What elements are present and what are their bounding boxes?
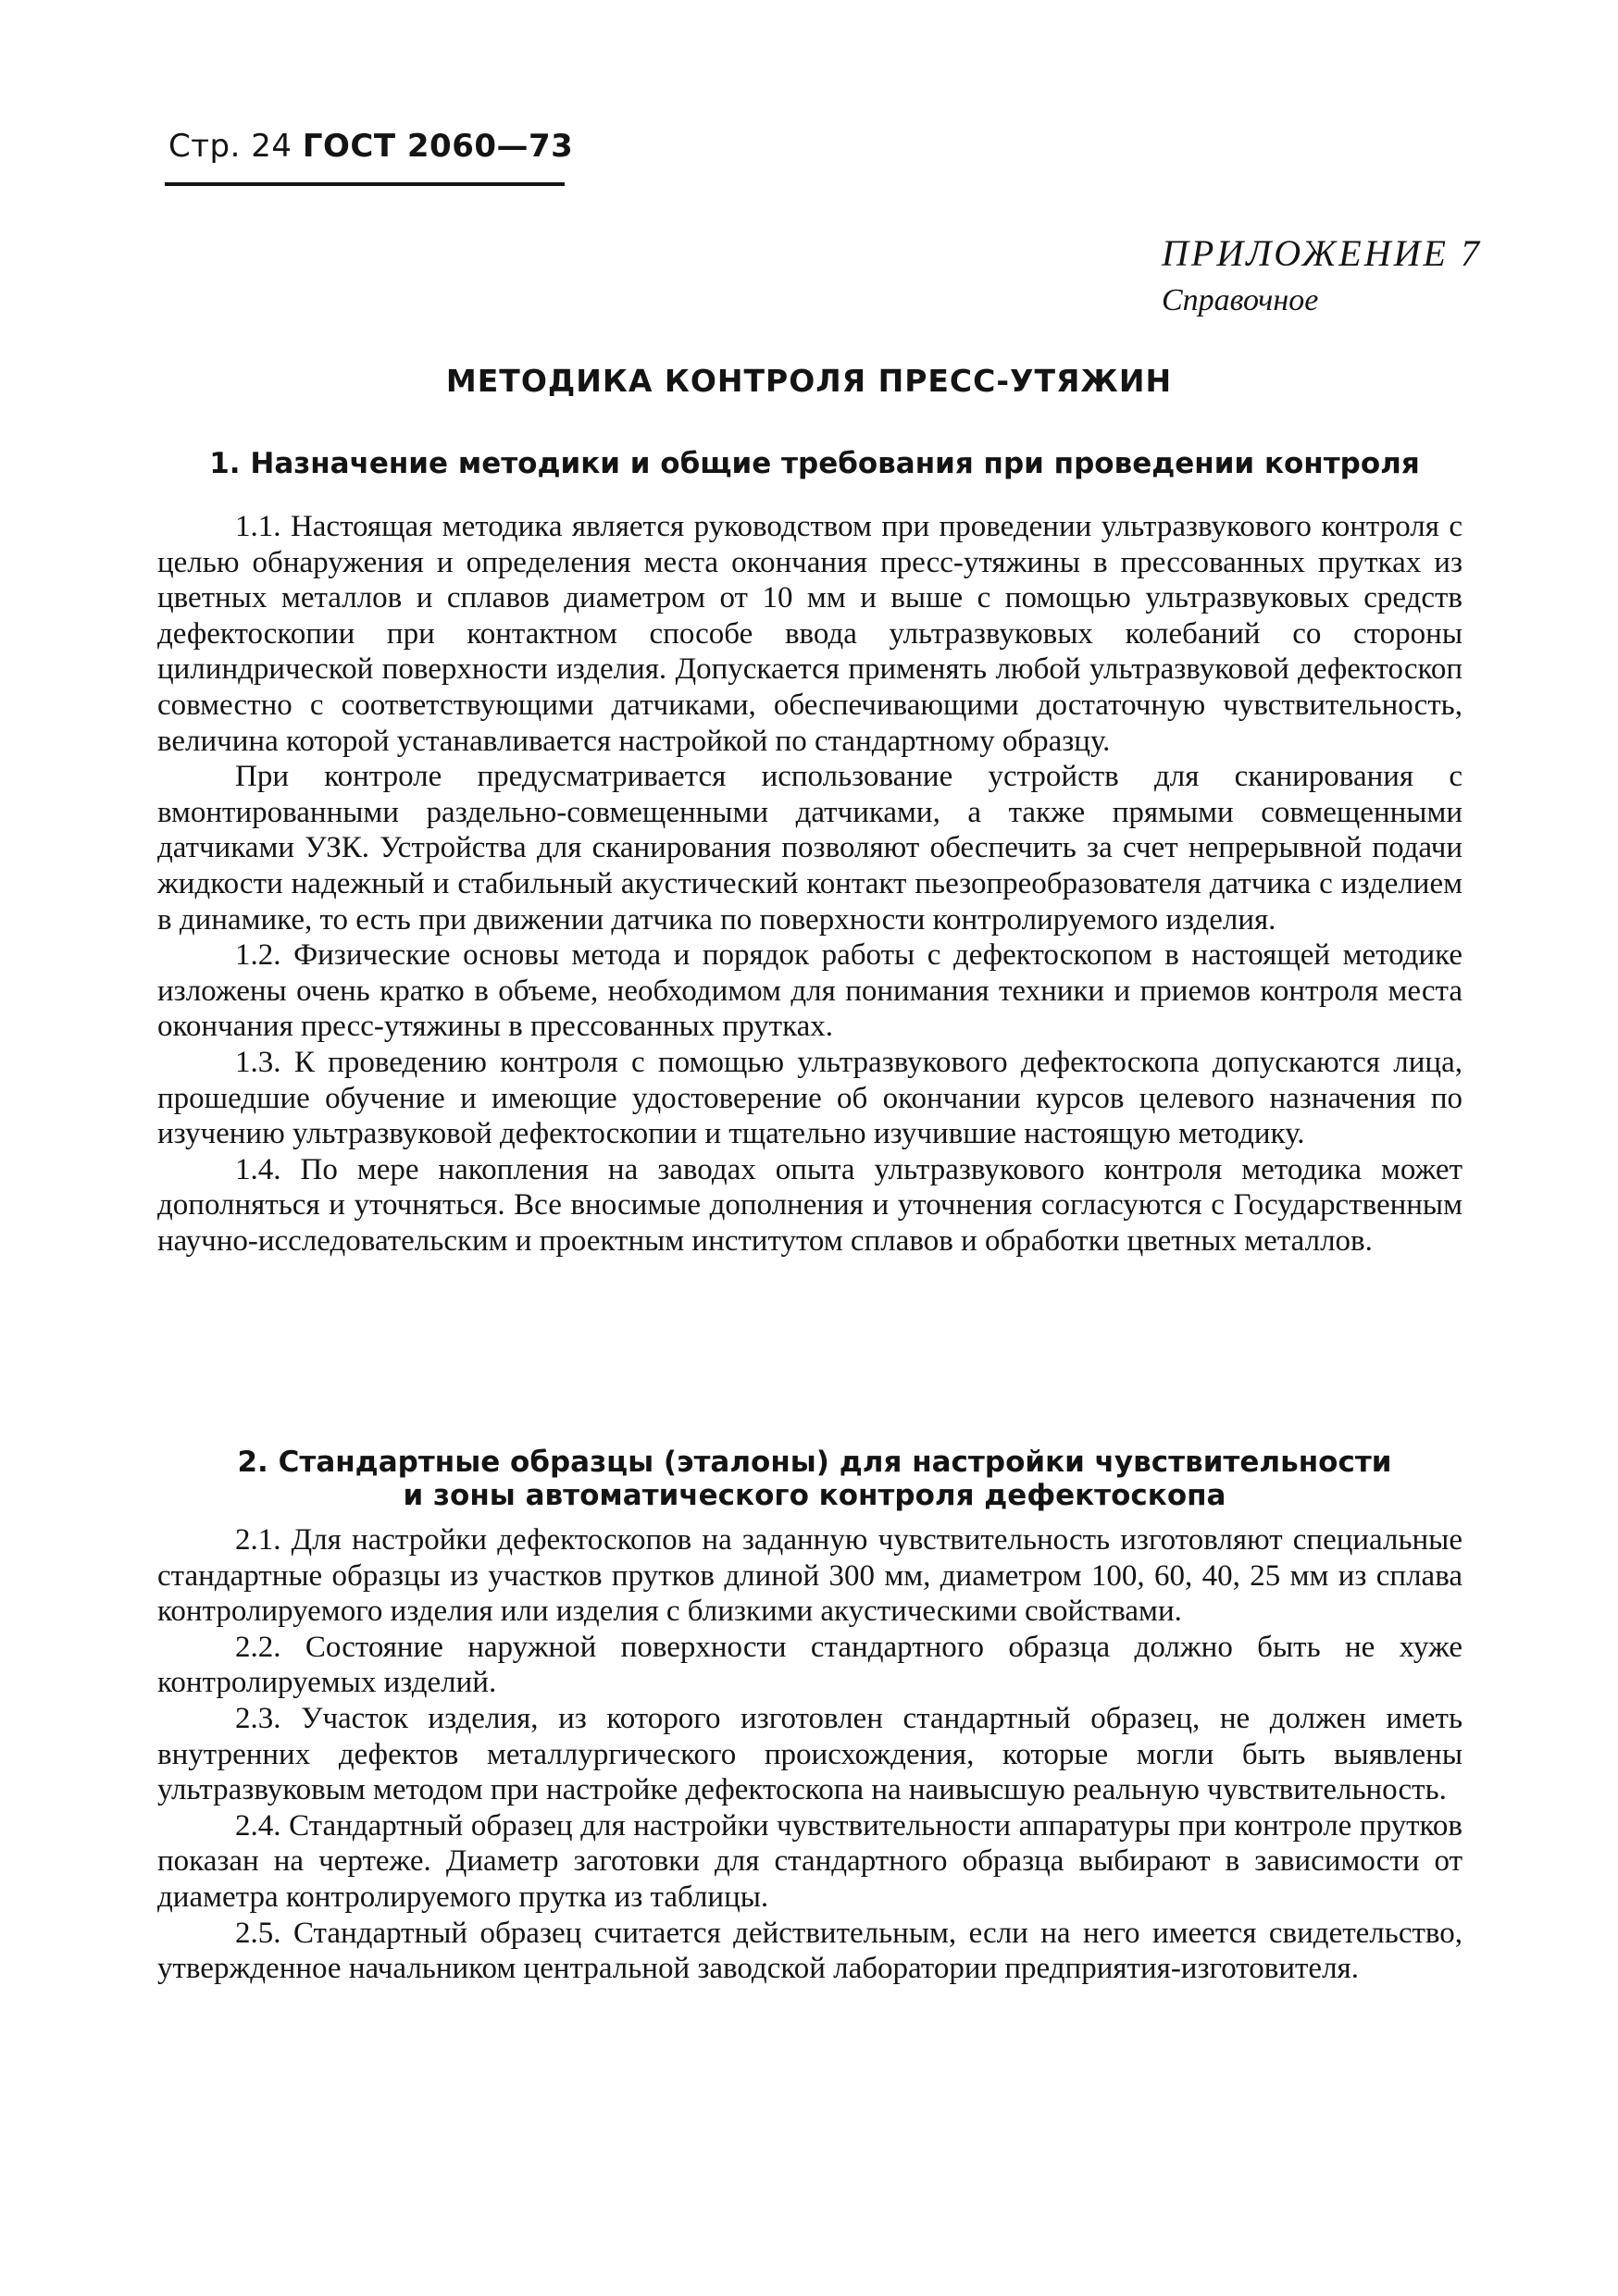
paragraph-2-1: 2.1. Для настройки дефектоскопов на заданную чувствительность изготовляют специальные стандартные образцы из участков прутков длиной 300 мм, диаметром 100, 60, 40, 25 мм из сплава контролируемого изделия или изделия с близкими акустическими свойствами. (157, 1523, 1462, 1629)
page-header (168, 128, 573, 165)
appendix-subtitle: Справочное (1162, 283, 1319, 317)
header-rule (165, 182, 565, 186)
paragraph-2-4: 2.4. Стандартный образец для настройки чувствительности аппаратуры при контроле прутков показан на чертеже. Диаметр заготовки для стандартного образца выбирают в зависимости от диаметра контролируемого прутка из таблицы. (157, 1808, 1462, 1914)
paragraph-2-3: 2.3. Участок изделия, из которого изготовлен стандартный образец, не должен иметь внутренних дефектов металлургического происхождения, которые могли быть выявлены ультразвуковым методом при настройке дефектоскопа на наивысшую реальную чувствительность. (157, 1701, 1462, 1807)
appendix-title: ПРИЛОЖЕНИЕ 7 (1162, 232, 1482, 274)
gost-number: ГОСТ 2060—73 (302, 128, 574, 165)
section-2-body (157, 1522, 1462, 1987)
paragraph-2-5: 2.5. Стандартный образец считается действительным, если на него имеется свидетельство, утвержденное начальником центральной заводской лаборатории предприятия-изготовителя. (157, 1916, 1462, 1986)
page-number: Стр. 24 (168, 128, 292, 165)
paragraph-2-2: 2.2. Состояние наружной поверхности стандартного образца должно быть не хуже контролируемых изделий. (157, 1630, 1462, 1700)
paragraph-1-3: 1.3. К проведению контроля с помощью ультразвукового дефектоскопа допускаются лица, прошедшие обучение и имеющие удостоверение об окончании курсов целевого назначения по изучению ультразвуковой дефектоскопии и тщательно изучившие настоящую методику. (157, 1045, 1462, 1151)
section-1-body (157, 509, 1462, 1259)
paragraph-1-2: 1.2. Физические основы метода и порядок работы с дефектоскопом в настоящей методике изложены очень кратко в объеме, необходимом для понимания техники и приемов контроля места окончания пресс-утяжины в прессованных прутках. (157, 938, 1462, 1044)
paragraph-1-4: 1.4. По мере накопления на заводах опыта ультразвукового контроля методика может дополняться и уточняться. Все вносимые дополнения и уточнения согласуются с Государственным научно-исследовательским и проектным институтом сплавов и обработки цветных металлов. (157, 1152, 1462, 1258)
section-2-heading-line-2: и зоны автоматического контроля дефектоскопа (403, 1479, 1226, 1512)
section-2-heading (148, 1446, 1481, 1512)
paragraph-1-1-cont: При контроле предусматривается использование устройств для сканирования с вмонтированными раздельно-совмещенными датчиками, а также прямыми совмещенными датчиками УЗК. Устройства для сканирования позволяют обеспечить за счет непрерывной подачи жидкости надежный и стабильный акустический контакт пьезопреобразователя датчика с изделием в динамике, то есть при движении датчика по поверхности контролируемого изделия. (157, 760, 1462, 937)
document-title: МЕТОДИКА КОНТРОЛЯ ПРЕСС-УТЯЖИН (445, 363, 1173, 399)
section-2-heading-line-1: 2. Стандартные образцы (эталоны) для настройки чувствительности (237, 1446, 1392, 1479)
section-1-heading: 1. Назначение методики и общие требования при проведении контроля (209, 447, 1420, 480)
paragraph-1-1: 1.1. Настоящая методика является руководством при проведении ультразвукового контроля с целью обнаружения и определения места окончания пресс-утяжины в прессованных прутках из цветных металлов и сплавов диаметром от 10 мм и выше с помощью ультразвуковых средств дефектоскопии при контактном способе ввода ультразвуковых колебаний со стороны цилиндрической поверхности изделия. Допускается применять любой ультразвуковой дефектоскоп совместно с соответствующими датчиками, обеспечивающими достаточную чувствительность, величина которой устанавливается настройкой по стандартному образцу. (157, 510, 1462, 758)
